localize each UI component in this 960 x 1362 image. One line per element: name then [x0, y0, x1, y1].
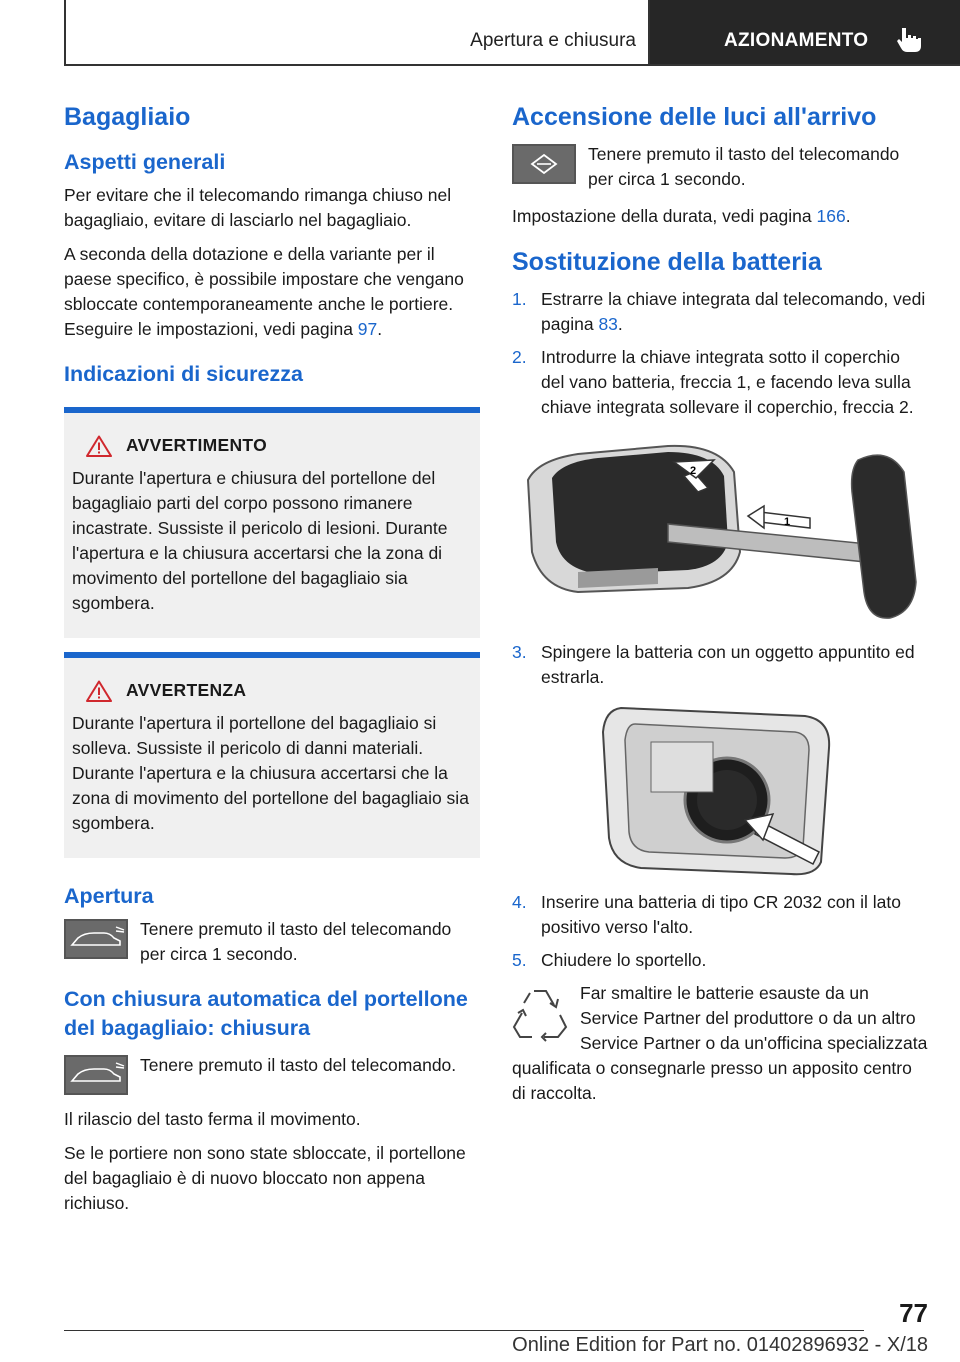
step-text-body: Estrarre la chiave integrata dal telecomando, vedi pagina [541, 289, 926, 334]
heading-bagagliaio: Bagagliaio [64, 103, 191, 131]
battery-compartment-figure [595, 702, 845, 878]
steps-list-b [512, 640, 928, 690]
header-section-title: Apertura e chiusura [470, 30, 636, 51]
page-link-83[interactable]: 83 [598, 314, 618, 334]
car-trunk-button-icon [64, 1055, 128, 1095]
page-link-97[interactable]: 97 [357, 319, 378, 339]
step-text: Estrarre la chiave integrata dal telecomando, vedi pagina 83. [541, 289, 926, 334]
steps-list-c [512, 890, 928, 973]
step-number: 5. [512, 950, 527, 970]
step-item [512, 890, 928, 940]
warning-box-avvertenza [64, 652, 480, 858]
paragraph-rilascio: Il rilascio del tasto ferma il movimento. [64, 1109, 361, 1129]
luci-row [512, 142, 928, 192]
page-link-166[interactable]: 166 [816, 206, 846, 226]
warning-text: Durante l'apertura e chiusura del portellone del bagagliaio parti del corpo possono rimanere incastrate. Sussiste il pericolo di lesioni. Durante l'apertura e la chiusura accertarsi che la zona di movimento del portellone del bagagliaio sia sgombera. [72, 468, 448, 613]
header-left-rule [64, 0, 66, 66]
paragraph-portiere: Se le portiere non sono state sbloccate, il portellone del bagagliaio è di nuovo bloccato non appena richiuso. [64, 1143, 466, 1213]
warning-title: AVVERTIMENTO [126, 435, 268, 455]
heading-apertura: Apertura [64, 884, 154, 908]
step-item [512, 948, 928, 973]
right-column [512, 100, 928, 1115]
arrow-label-2: 2 [690, 465, 697, 477]
steps-list-a [512, 287, 928, 420]
step-item [512, 640, 928, 690]
luci-text: Tenere premuto il tasto del telecomando per circa 1 secondo. [588, 144, 900, 189]
footer-rule [64, 1330, 864, 1331]
chiusura-row [64, 1053, 480, 1095]
heading-luci-arrivo: Accensione delle luci all'arrivo [512, 103, 877, 131]
step-text: Introdurre la chiave integrata sotto il coperchio del vano batteria, freccia 1, e facendo leva sulla chiave integrata sollevare il coperchio, freccia 2. [541, 347, 914, 417]
step-item [512, 345, 928, 420]
step-number: 3. [512, 642, 527, 662]
warning-box-avvertimento [64, 407, 480, 638]
paragraph-dotazione: A seconda della dotazione e della variante per il paese specifico, è possibile impostare che vengano sbloccate contemporaneamente anche le portiere. Eseguire le impostazioni, vedi pagina 97. [64, 244, 464, 339]
step-number: 1. [512, 289, 527, 309]
paragraph-evitare: Per evitare che il telecomando rimanga chiuso nel bagagliaio, evitare di lasciarlo nel bagagliaio. [64, 185, 452, 230]
apertura-text: Tenere premuto il tasto del telecomando per circa 1 secondo. [140, 919, 452, 964]
header-rule [64, 64, 960, 66]
warning-text: Durante l'apertura il portellone del bagagliaio si solleva. Sussiste il pericolo di danni materiali. Durante l'apertura e la chiusura accertarsi che la zona di movimento del portellone del bagagliaio sia sgombera. [72, 713, 469, 833]
warning-triangle-icon [86, 680, 112, 702]
car-trunk-button-icon [64, 919, 128, 959]
apertura-row [64, 917, 480, 967]
warning-triangle-icon [86, 435, 112, 457]
warning-title-row [72, 678, 472, 703]
warning-title: AVVERTENZA [126, 680, 247, 700]
paragraph-durata-text: Impostazione della durata, vedi pagina [512, 206, 812, 226]
heading-chiusura-automatica: Con chiusura automatica del portellone del bagagliaio: chiusura [64, 987, 468, 1040]
paragraph-durata: Impostazione della durata, vedi pagina 166. [512, 206, 851, 226]
arrow-label-1: 1 [784, 516, 791, 528]
recycle-note [512, 981, 928, 1106]
recycle-icon [512, 983, 568, 1043]
header-chapter-label: AZIONAMENTO [724, 30, 869, 51]
left-column [64, 100, 480, 1225]
remote-key-button-icon [512, 144, 576, 184]
footer-edition: Online Edition for Part no. 01402896932 - X/18 [512, 1334, 928, 1356]
page-number: 77 [899, 1298, 928, 1328]
step-number: 4. [512, 892, 527, 912]
step-text: Spingere la batteria con un oggetto appuntito ed estrarla. [541, 642, 915, 687]
recycle-text: Far smaltire le batterie esauste da un Service Partner del produttore o da un altro Service Partner o da un'officina specializzata qualificata o consegnarle presso un apposito centro di raccolta. [512, 983, 928, 1103]
heading-sostituzione-batteria: Sostituzione della batteria [512, 248, 822, 276]
warning-title-row [72, 433, 472, 458]
key-fob-figure [518, 432, 922, 628]
step-text: Chiudere lo sportello. [541, 950, 707, 970]
step-item [512, 287, 928, 337]
step-number: 2. [512, 347, 527, 367]
chiusura-text: Tenere premuto il tasto del telecomando. [140, 1055, 457, 1075]
heading-aspetti-generali: Aspetti generali [64, 150, 226, 174]
step-text: Inserire una batteria di tipo CR 2032 con il lato positivo verso l'alto. [541, 892, 901, 937]
heading-indicazioni-sicurezza: Indicazioni di sicurezza [64, 362, 303, 386]
paragraph-dotazione-text: A seconda della dotazione e della variante per il paese specifico, è possibile impostare che vengano sbloccate contemporaneamente anche le portiere. Eseguire le impostazioni, vedi pagina [64, 244, 464, 339]
hand-pointer-icon [894, 26, 924, 54]
